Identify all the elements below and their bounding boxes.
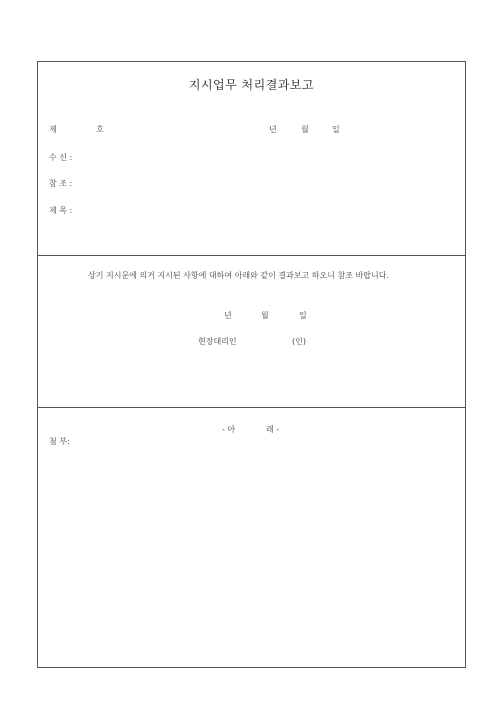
body-section xyxy=(38,256,465,408)
body-date-year: 년 xyxy=(224,311,232,320)
header-date-year: 년 xyxy=(269,125,277,134)
number-label-suffix: 호 xyxy=(96,125,104,134)
seal-label: (인) xyxy=(292,337,306,346)
header-date-month: 월 xyxy=(301,125,309,134)
recipient-label: 수 신 : xyxy=(49,153,73,162)
form-title: 지시업무 처리결과보고 xyxy=(188,78,315,92)
number-label-prefix: 제 xyxy=(49,125,57,134)
signer-label: 현장대리인 xyxy=(198,337,237,346)
attachment-heading-right: 래 - xyxy=(266,425,280,434)
reference-label: 참 조 : xyxy=(49,179,73,188)
body-date-month: 월 xyxy=(261,311,269,320)
attachment-section xyxy=(38,408,465,667)
header-date-day: 일 xyxy=(332,125,340,134)
report-statement: 상기 지시문에 의거 지시된 사항에 대하여 아래와 같이 결과보고 하오니 참조 바랍니다. xyxy=(88,271,389,280)
body-date-day: 일 xyxy=(299,311,307,320)
attachment-label: 첨 부: xyxy=(49,437,70,446)
report-form xyxy=(37,61,466,668)
header-section xyxy=(38,62,465,256)
attachment-heading-left: - 아 xyxy=(222,425,236,434)
subject-label: 제 목 : xyxy=(49,206,73,215)
